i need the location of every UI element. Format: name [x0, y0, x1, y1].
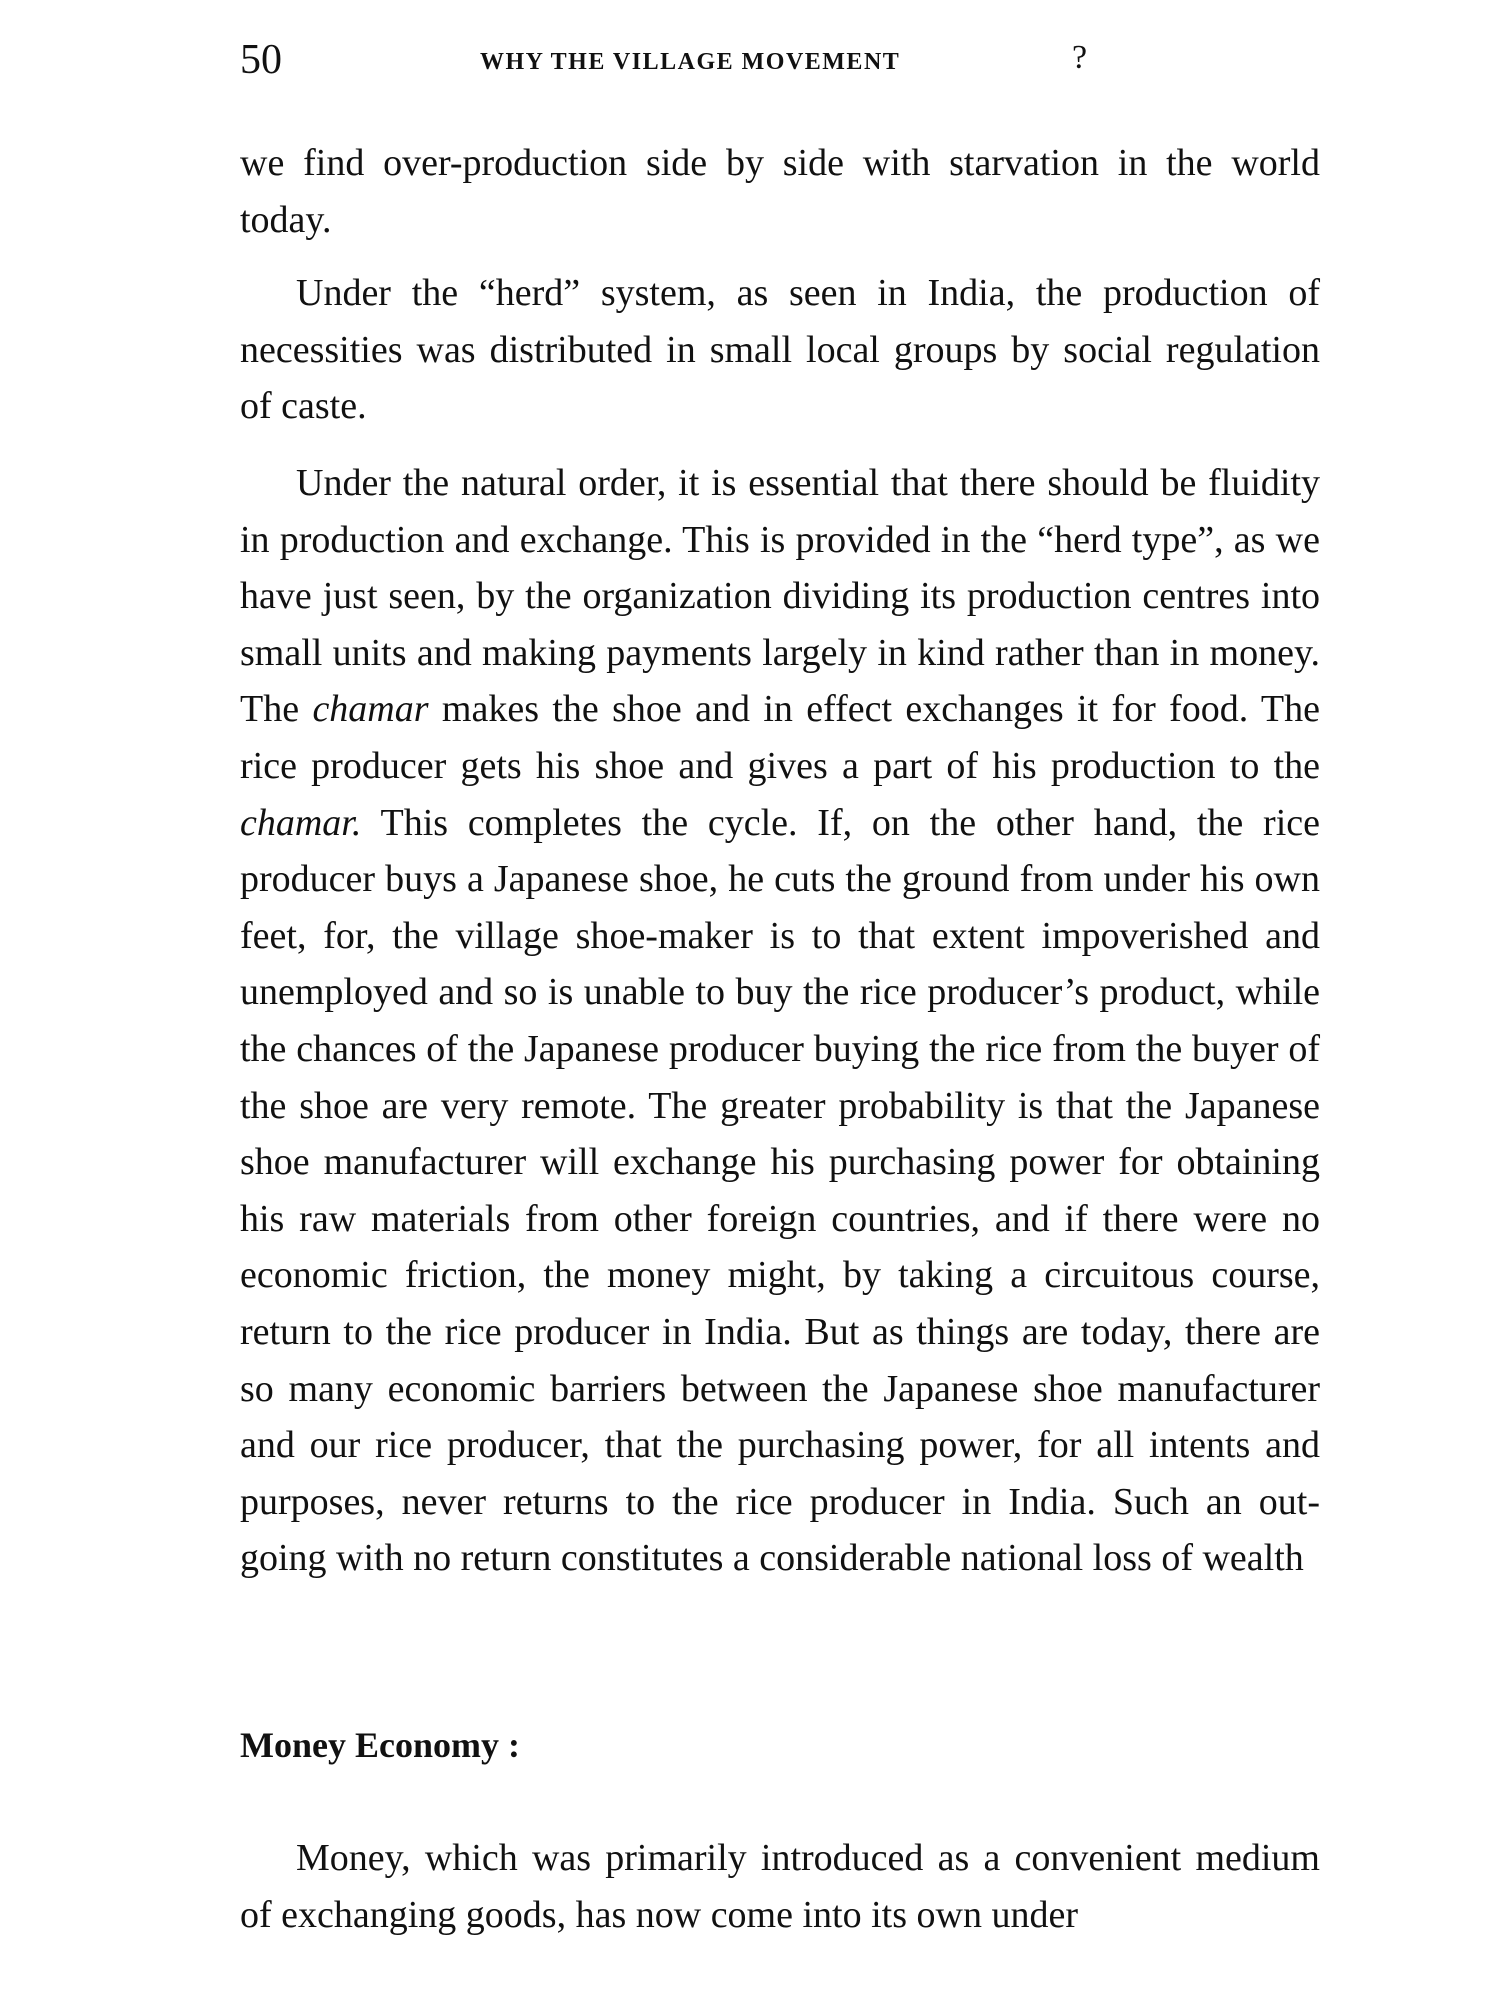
running-title: WHY THE VILLAGE MOVEMENT — [480, 49, 901, 75]
paragraph-money — [240, 1830, 1320, 1943]
paragraph-herd-system-text: Under the “herd” system, as seen in India, the production of necessities was distributed in small local groups by social regulation of caste. — [240, 272, 1320, 428]
paragraph-natural-order-text-part2: makes the shoe and in effect exchanges it for food. The rice producer gets his shoe and gives a part of his production to the — [240, 688, 1320, 787]
paragraph-herd-system — [240, 265, 1320, 435]
book-page — [240, 30, 1320, 1936]
paragraph-natural-order-text-part3: This completes the cycle. If, on the other hand, the rice producer buys a Japanese shoe, he cuts the ground from under his own feet, for, the village shoe-maker is to that extent impoverished and unemployed and so is unable to buy the rice producer’s product, while the chances of the Japanese producer buying the rice from the buyer of the shoe are very remote. The greater probability is that the Japanese shoe manufacturer will exchange his purchasing power for obtaining his raw materials from other foreign countries, and if there were no economic friction, the money might, by taking a circuitous course, return to the rice producer in India. But as things are today, there are so many economic barriers between the Japanese shoe manufacturer and our rice producer, that the purchasing power, for all intents and purposes, never returns to the rice producer in India. Such an out-going with no return constitutes a considerable national loss of wealth — [240, 801, 1320, 1580]
chamar-italic-2: chamar. — [240, 801, 362, 844]
paragraph-money-text: Money, which was primarily introduced as a convenient medium of exchanging goods, has now come into its own under — [240, 1837, 1320, 1936]
page-number: 50 — [240, 37, 282, 83]
running-title-question-mark: ? — [1072, 39, 1088, 76]
running-head — [240, 30, 1320, 92]
chamar-italic-1: chamar — [312, 688, 429, 731]
paragraph-continuation-text: we find over-production side by side with starvation in the world today. — [240, 142, 1320, 241]
paragraph-continuation — [240, 135, 1320, 248]
paragraph-natural-order — [240, 455, 1320, 1587]
section-heading-money-economy: Money Economy : — [240, 1725, 520, 1765]
paragraph-natural-order-text-part1: Under the natural order, it is essential that there should be fluidity in production and exchange. This is provided in the “herd type”, as we have just seen, by the organization dividing its production centres into small units and making payments largely in kind rather than in money. The — [240, 462, 1320, 731]
